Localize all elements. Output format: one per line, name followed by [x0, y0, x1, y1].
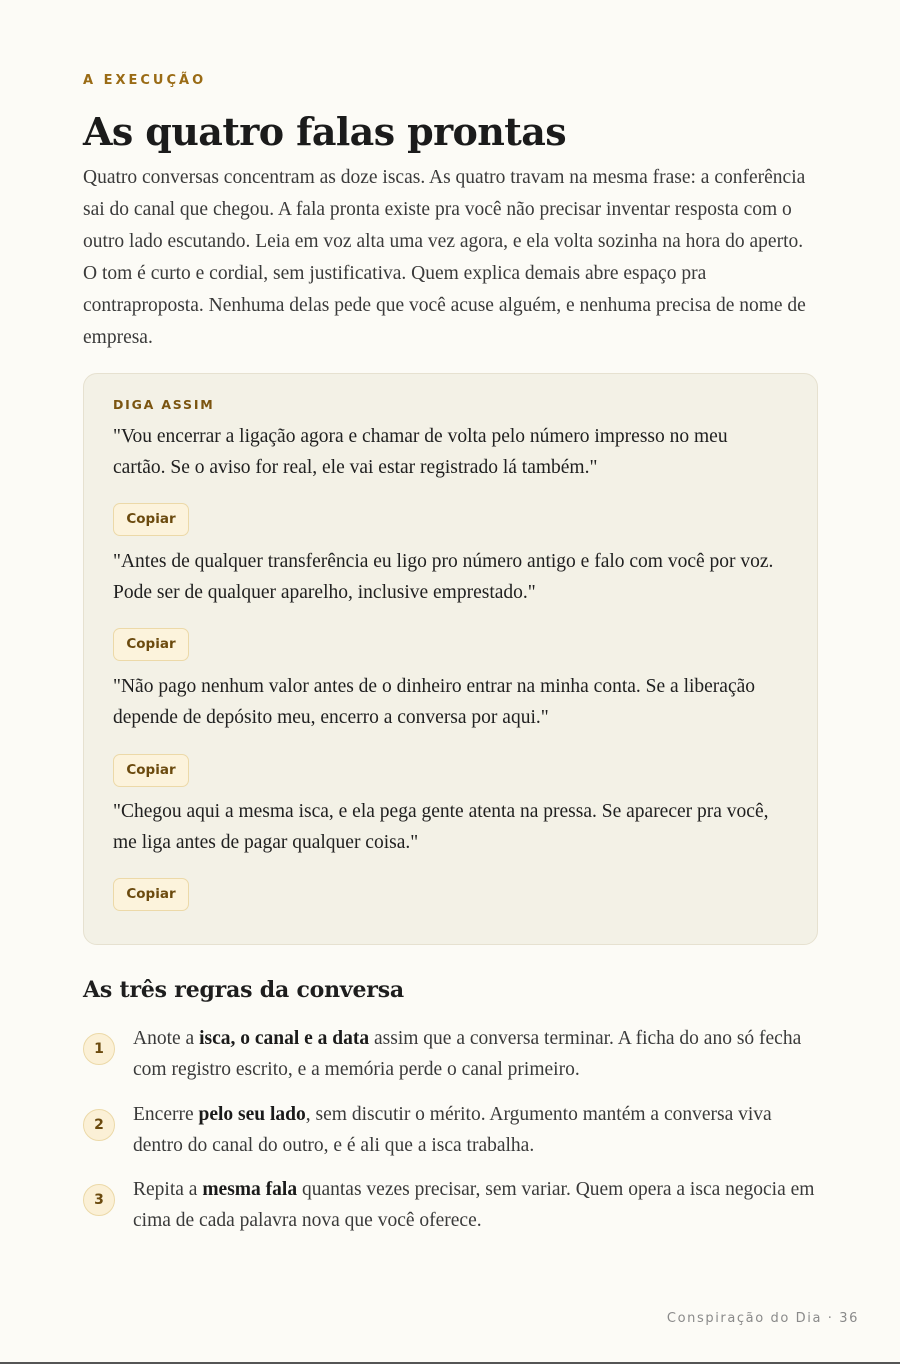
rule-number-badge: 3	[83, 1184, 115, 1216]
rule-emphasis: pelo seu lado	[198, 1104, 306, 1125]
copy-button-1[interactable]: Copiar	[113, 503, 189, 536]
rule-text: Repita a mesma fala quantas vezes precisar, sem variar. Quem opera a isca negocia em cima de cada palavra nova que você oferece.	[133, 1179, 815, 1231]
quote-2: "Antes de qualquer transferência eu ligo pro número antigo e falo com você por voz. Pode ser de qualquer aparelho, inclusive emprestado."	[113, 551, 774, 603]
copy-button-4[interactable]: Copiar	[113, 878, 189, 911]
quote-3: "Não pago nenhum valor antes de o dinheiro entrar na minha conta. Se a liberação depende de depósito meu, encerro a conversa por aqui."	[113, 676, 756, 728]
quote-1: "Vou encerrar a ligação agora e chamar de volta pelo número impresso no meu cartão. Se o aviso for real, ele vai estar registrado lá também."	[113, 426, 728, 478]
rule-emphasis: isca, o canal e a data	[199, 1028, 370, 1049]
section-kicker: A EXECUÇÃO	[83, 73, 207, 88]
callout-label: DIGA ASSIM	[113, 397, 215, 412]
intro-paragraph: Quatro conversas concentram as doze iscas. As quatro travam na mesma frase: a conferência sai do canal que chegou. A fala pronta existe pra você não precisar inventar resposta com o outro lado escutando. Leia em voz alta uma vez agora, e ela volta sozinha na hora do aperto. O tom é curto e cordial, sem justificativa. Quem explica demais abre espaço pra contraproposta. Nenhuma delas pede que você acuse alguém, e nenhuma precisa de nome de empresa.	[83, 167, 806, 348]
phrases-callout	[83, 373, 818, 945]
page-title: As quatro falas prontas	[83, 109, 567, 154]
page-footer: Conspiração do Dia · 36	[666, 1311, 859, 1326]
rule-text: Anote a isca, o canal e a data assim que a conversa terminar. A ficha do ano só fecha com registro escrito, e a memória perde o canal primeiro.	[133, 1028, 802, 1080]
rule-text: Encerre pelo seu lado, sem discutir o mérito. Argumento mantém a conversa viva dentro do canal do outro, e é ali que a isca trabalha.	[133, 1104, 772, 1156]
rule-number-badge: 1	[83, 1033, 115, 1065]
rule-emphasis: mesma fala	[202, 1179, 298, 1200]
copy-button-3[interactable]: Copiar	[113, 754, 189, 787]
rule-number-badge: 2	[83, 1109, 115, 1141]
rules-heading: As três regras da conversa	[83, 977, 404, 1003]
copy-button-2[interactable]: Copiar	[113, 628, 189, 661]
quote-4: "Chegou aqui a mesma isca, e ela pega gente atenta na pressa. Se aparecer pra você, me liga antes de pagar qualquer coisa."	[113, 801, 769, 853]
